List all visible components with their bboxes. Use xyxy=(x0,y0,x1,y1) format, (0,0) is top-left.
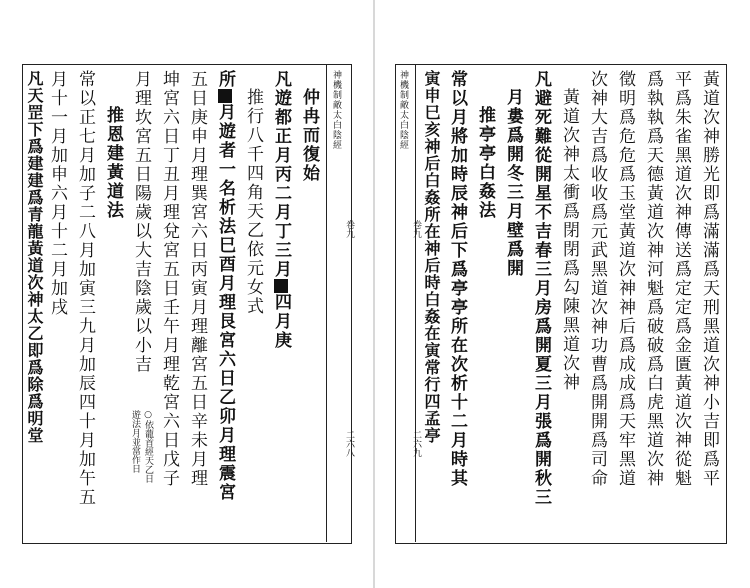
left-column-11 xyxy=(24,70,44,540)
text-line: 月理坎宮五日陽歲以大吉陰歲以小吉 xyxy=(131,70,151,374)
left-column-7 xyxy=(127,70,155,540)
right-column-2 xyxy=(667,70,695,540)
right-column-3 xyxy=(639,70,667,540)
right-column-7 xyxy=(527,70,555,540)
right-column-1 xyxy=(695,70,723,540)
right-margin-column xyxy=(397,70,421,540)
subsection-title: 推亭亭白姦法 xyxy=(475,106,495,220)
text-line: 凡避死難從開星不吉春三月房爲開夏三月張爲開秋三 xyxy=(531,70,551,507)
section-closing-line: 仲冉而復始 xyxy=(299,88,319,183)
text-line: 凡遊都正月丙二月丁三月四月庚 xyxy=(271,70,291,350)
text-line: 黃道次神太衝爲閉閉爲勾陳黑道次神 xyxy=(559,88,579,392)
method-line: 推行八千四角天乙依元女式 xyxy=(243,88,263,316)
left-column-1 xyxy=(295,70,323,540)
text-line: 次神大吉爲收收爲元武黑道次神功曹爲開開爲司命 xyxy=(587,70,607,488)
left-column-9 xyxy=(71,70,99,540)
text-line: 坤宮六日丁丑月理兌宮五日壬午月理乾宮六日戊子 xyxy=(159,70,179,488)
left-book-title: 神機制敵太白陰經 xyxy=(331,70,341,150)
right-column-8 xyxy=(499,70,527,540)
left-column-5 xyxy=(183,70,211,540)
annotation-note xyxy=(129,410,154,483)
left-column-6 xyxy=(155,70,183,540)
left-margin-column xyxy=(330,70,354,540)
left-column-8 xyxy=(99,70,127,540)
right-column-4 xyxy=(611,70,639,540)
right-margin-rule xyxy=(415,64,416,542)
right-column-6 xyxy=(555,70,583,540)
redaction-block xyxy=(274,279,288,293)
text-line: 所月遊者一名析法巳酉月理艮宮六日乙卯月理震宮 xyxy=(215,70,235,502)
text-line: 平爲朱雀黑道次神傳送爲定定爲金匱黃道次神從魁 xyxy=(671,70,691,488)
left-margin-rule xyxy=(326,64,327,542)
right-column-9 xyxy=(471,70,499,540)
left-page-number: 二六八 xyxy=(344,430,354,457)
annotation-note-a: ○依蘢首經天乙日 xyxy=(143,410,153,483)
text-line: 寅申巳亥神后白姦所在神后時白姦在寅常行四孟亭 xyxy=(422,70,441,444)
text-line: 凡天罡下爲建建爲青龍黃道次神太乙即爲除爲明堂 xyxy=(25,70,44,444)
right-column-5 xyxy=(583,70,611,540)
left-column-10 xyxy=(43,70,71,540)
text-line: 常以月將加時辰神后下爲亭亭所在次析十二月時其 xyxy=(447,70,467,488)
left-column-4 xyxy=(211,70,239,540)
right-page xyxy=(375,0,750,588)
text-line: 常以正七月加子二八月加寅三九月加辰四十月加午五 xyxy=(75,70,95,507)
redaction-block xyxy=(218,89,232,103)
subsection-title: 推恩建黃道法 xyxy=(103,106,123,220)
text-line: 月婁爲開冬三月壁爲開 xyxy=(503,88,523,278)
right-column-11 xyxy=(419,70,443,540)
text-line: 徵明爲危危爲玉堂黃道次神神后爲成成爲天牢黑道 xyxy=(615,70,635,488)
annotation-note-b: 遊法月並當作日 xyxy=(130,410,140,473)
left-column-3 xyxy=(239,70,267,540)
left-column-2 xyxy=(267,70,295,540)
right-volume-label: 卷九 xyxy=(411,220,421,238)
text-line: 爲執執爲天德黃道次神河魁爲破破爲白虎黑道次神 xyxy=(643,70,663,488)
left-volume-label: 卷九 xyxy=(344,220,354,238)
text-line: 黃道次神勝光即爲滿滿爲天刑黑道次神小吉即爲平 xyxy=(699,70,719,488)
right-page-number: 二六九 xyxy=(411,430,421,457)
text-line: 月十一月加申六月十二月加戌 xyxy=(47,70,67,317)
right-column-10 xyxy=(443,70,471,540)
text-line: 五日庚申月理巽宮六日丙寅月理離宮五日辛未月理 xyxy=(187,70,207,488)
right-book-title: 神機制敵太白陰經 xyxy=(398,70,408,150)
